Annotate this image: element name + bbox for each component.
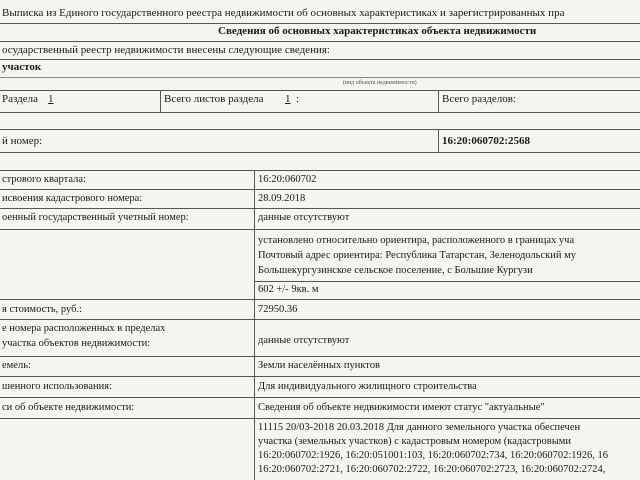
rule	[0, 376, 640, 377]
status-value: Сведения об объекте недвижимости имеют статус "актуальные"	[258, 402, 545, 413]
rule	[0, 152, 640, 153]
column-divider	[254, 170, 255, 480]
section-number: 1	[48, 93, 54, 105]
intro-text: осударственный реестр недвижимости внесены следующие сведения:	[2, 44, 330, 56]
rule	[0, 319, 640, 320]
cost-value: 72950.36	[258, 304, 298, 315]
quarter-value: 16:20:060702	[258, 174, 317, 185]
object-type: участок	[2, 61, 42, 73]
rule	[0, 208, 640, 209]
extract-heading: Выписка из Единого государственного реестра недвижимости об основных характеристиках и зарегистрированных пра	[2, 7, 565, 19]
prev-number-label: оенный государственный учетный номер:	[2, 212, 189, 223]
cost-label: я стоимость, руб.:	[2, 304, 82, 315]
rule	[0, 418, 640, 419]
sheets-number: 1	[285, 93, 291, 105]
rule	[0, 356, 640, 357]
section-label: Раздела	[2, 93, 38, 105]
assign-date-value: 28.09.2018	[258, 193, 306, 204]
status-label: си об объекте недвижимости:	[2, 402, 135, 413]
rule	[0, 170, 640, 171]
address-line-2: Почтовый адрес ориентира: Республика Татарстан, Зеленодольский му	[258, 250, 576, 261]
rule	[0, 129, 640, 130]
rule	[0, 397, 640, 398]
land-category-value: Земли населённых пунктов	[258, 360, 380, 371]
assign-date-label: исвоения кадастрового номера:	[2, 193, 143, 204]
quarter-label: стрового квартала:	[2, 174, 86, 185]
rule	[0, 299, 640, 300]
rule	[0, 229, 640, 230]
special-marks-line-4: 16:20:060702:2721, 16:20:060702:2722, 16:20:060702:2723, 16:20:060702:2724,	[258, 464, 606, 475]
rule	[0, 59, 640, 60]
area-value: 602 +/- 9кв. м	[258, 284, 319, 295]
cadastral-number: 16:20:060702:2568	[442, 135, 530, 147]
land-category-label: емель:	[2, 360, 31, 371]
located-objects-label-1: е номера расположенных в пределах	[2, 323, 166, 334]
cadastral-label: й номер:	[2, 135, 43, 147]
rule	[0, 41, 640, 42]
located-objects-label-2: участка объектов недвижимости:	[2, 338, 151, 349]
cell-border	[160, 90, 161, 112]
rule	[0, 189, 640, 190]
prev-number-value: данные отсутствуют	[258, 212, 350, 223]
cell-border	[438, 90, 439, 112]
rule	[0, 112, 640, 113]
cell-border	[438, 129, 439, 152]
object-type-caption: (вид объекта недвижимости)	[343, 80, 417, 86]
special-marks-line-1: 11115 20/03-2018 20.03.2018 Для данного земельного участка обеспечен	[258, 422, 581, 433]
located-objects-value: данные отсутствуют	[258, 335, 350, 346]
address-line-3: Большекургузинское сельское поселение, с Большие Кургузи	[258, 265, 533, 276]
permitted-use-label: шенного использования:	[2, 381, 112, 392]
special-marks-line-3: 16:20:060702:1926, 16:20:051001:103, 16:20:060702:734, 16:20:060702:1926, 16	[258, 450, 609, 461]
address-line-1: установлено относительно ориентира, расположенного в границах уча	[258, 235, 575, 246]
sheets-suffix: :	[296, 93, 300, 105]
sheets-label: Всего листов раздела	[164, 93, 264, 105]
underline	[0, 77, 640, 78]
section-heading: Сведения об основных характеристиках объекта недвижимости	[218, 25, 537, 37]
special-marks-line-2: участка (земельных участков) с кадастровым номером (кадастровыми	[258, 436, 572, 447]
rule	[0, 90, 640, 91]
permitted-use-value: Для индивидуального жилищного строительства	[258, 381, 477, 392]
rule	[0, 23, 640, 24]
rule	[254, 281, 640, 282]
total-sections-label: Всего разделов:	[442, 93, 516, 105]
